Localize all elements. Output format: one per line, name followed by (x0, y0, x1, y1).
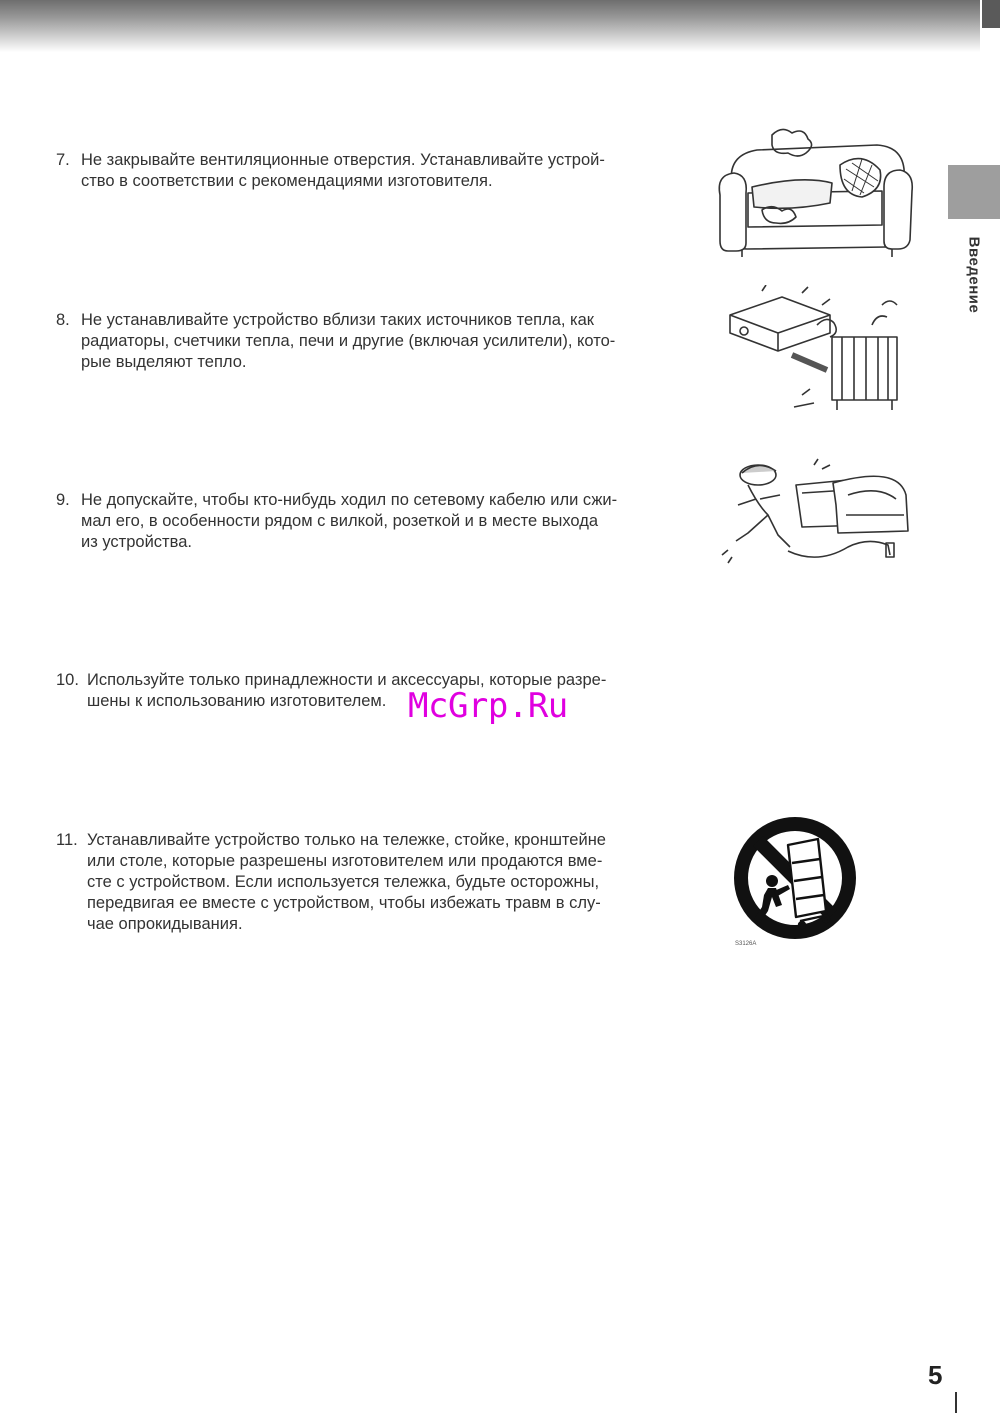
heater-near-device-icon (722, 285, 917, 415)
list-item (56, 150, 676, 192)
list-item (56, 310, 676, 373)
page-number: 5 (928, 1360, 943, 1390)
item-number: 8. (56, 311, 70, 329)
item-text: Не устанавливайте устройство вблизи таких источников тепла, как радиаторы, счетчики тепла, печи и другие (включая усилители), кото- рые выделяют тепло. (81, 311, 616, 371)
item-text: Не допускайте, чтобы кто-нибудь ходил по сетевому кабелю или сжи- мал его, в особенности рядом с вилкой, розеткой и в месте выхода из устройства. (81, 491, 618, 551)
item-text: Устанавливайте устройство только на тележке, стойке, кронштейне или столе, которые разрешены изготовителем или продаются вме- сте с устройством. Если используется тележка, будьте осторожны, передвигая ее вместе с устройством, чтобы избежать травм в слу- чае опрокидывания. (87, 831, 606, 933)
list-item (56, 490, 676, 553)
item-number: 7. (56, 151, 70, 169)
header-gradient-bar (0, 0, 980, 52)
section-tab-marker (948, 165, 1000, 219)
page-number-rule (955, 1392, 957, 1413)
header-corner-block (982, 0, 1000, 28)
item-number: 9. (56, 491, 70, 509)
item-text: Используйте только принадлежности и аксессуары, которые разре- шены к использованию изготовителем. (87, 671, 607, 710)
item-text: Не закрывайте вентиляционные отверстия. Устанавливайте устрой- ство в соответствии с рекомендациями изготовителя. (81, 151, 605, 190)
sofa-covering-device-icon (712, 125, 917, 260)
svg-text:S3126A: S3126A (735, 941, 757, 947)
watermark: McGrp.Ru (408, 686, 568, 726)
list-item (56, 830, 676, 935)
person-tripping-on-cable-icon (718, 455, 918, 567)
list-item (56, 670, 676, 712)
item-number: 11. (56, 831, 78, 849)
item-number: 10. (56, 671, 79, 689)
cart-tip-over-warning-icon (730, 815, 865, 955)
